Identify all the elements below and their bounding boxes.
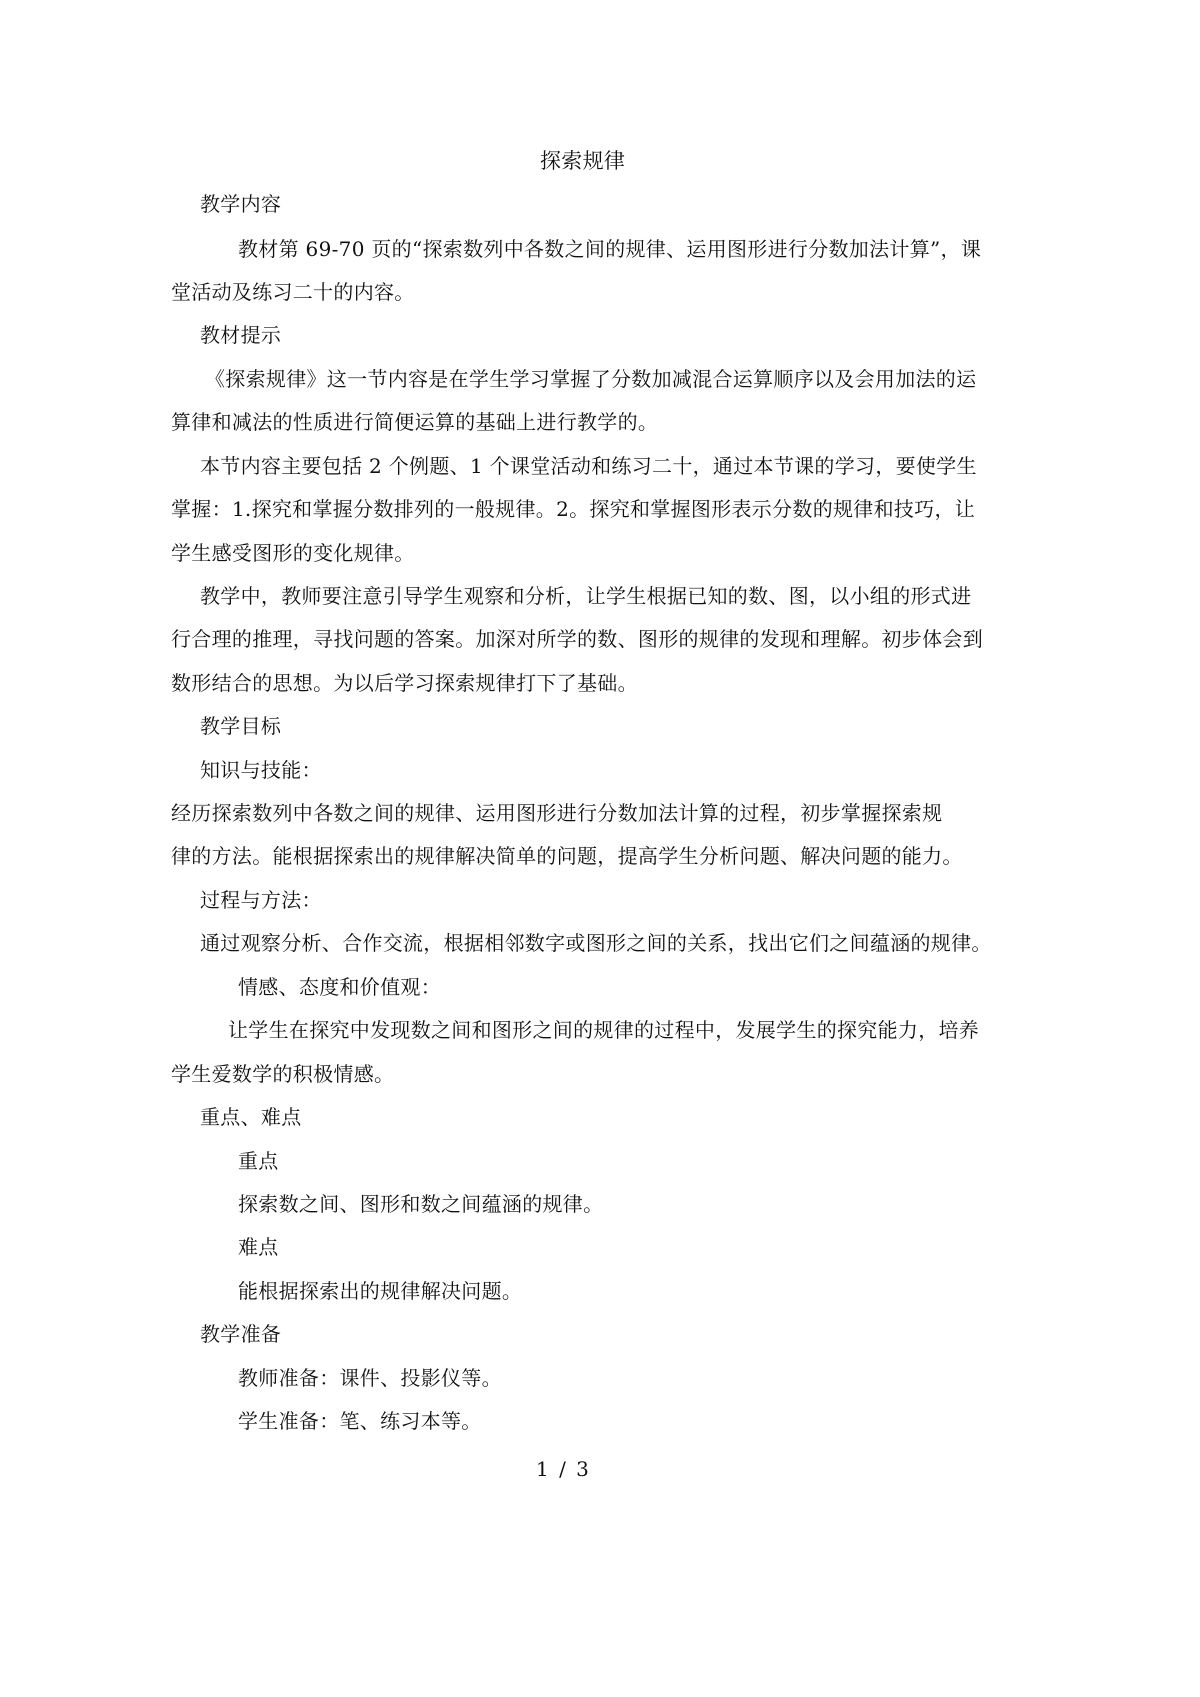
- goal-heading: 教学目标: [200, 714, 282, 738]
- process-line-1: 通过观察分析、合作交流，根据相邻数字或图形之间的关系，找出它们之间蕴涵的规律。: [200, 931, 992, 955]
- hint-p2-line-2: 掌握：1.探究和掌握分数排列的一般规律。2。探究和掌握图形表示分数的规律和技巧，让: [171, 497, 976, 521]
- hint-heading: 教材提示: [200, 323, 282, 347]
- hint-p1-line-2: 算律和减法的性质进行简便运算的基础上进行教学的。: [171, 410, 659, 434]
- difficult-point-text: 能根据探索出的规律解决问题。: [238, 1279, 523, 1303]
- emotion-heading: 情感、态度和价值观：: [238, 975, 441, 999]
- page-indicator: 1 / 3: [536, 1457, 591, 1481]
- process-heading: 过程与方法：: [200, 888, 322, 912]
- page-title: 探索规律: [540, 149, 626, 173]
- emotion-line-1: 让学生在探究中发现数之间和图形之间的规律的过程中，发展学生的探究能力，培养: [228, 1018, 980, 1042]
- content-line-2: 堂活动及练习二十的内容。: [171, 280, 415, 304]
- emotion-line-2: 学生爱数学的积极情感。: [171, 1062, 395, 1086]
- knowledge-line-1: 经历探索数列中各数之间的规律、运用图形进行分数加法计算的过程，初步掌握探索规: [171, 801, 943, 825]
- hint-p3-line-1: 教学中，教师要注意引导学生观察和分析，让学生根据已知的数、图，以小组的形式进: [200, 584, 972, 608]
- content-heading: 教学内容: [200, 192, 282, 216]
- prep-teacher: 教师准备：课件、投影仪等。: [238, 1366, 502, 1390]
- difficult-point-subheading: 难点: [238, 1235, 279, 1259]
- prep-student: 学生准备：笔、练习本等。: [238, 1409, 482, 1433]
- key-point-subheading: 重点: [238, 1149, 279, 1173]
- knowledge-line-2: 律的方法。能根据探索出的规律解决简单的问题，提高学生分析问题、解决问题的能力。: [171, 844, 963, 868]
- hint-p2-line-3: 学生感受图形的变化规律。: [171, 541, 415, 565]
- hint-p2-line-1: 本节内容主要包括 2 个例题、1 个课堂活动和练习二十，通过本节课的学习，要使学生: [200, 454, 977, 478]
- key-point-text: 探索数之间、图形和数之间蕴涵的规律。: [238, 1192, 604, 1216]
- hint-p1-line-1: 《探索规律》这一节内容是在学生学习掌握了分数加减混合运算顺序以及会用加法的运: [205, 367, 977, 391]
- hint-p3-line-2: 行合理的推理，寻找问题的答案。加深对所学的数、图形的规律的发现和理解。初步体会到: [171, 627, 983, 651]
- content-line-1: 教材第 69-70 页的“探索数列中各数之间的规律、运用图形进行分数加法计算”，课: [238, 237, 982, 261]
- key-points-heading: 重点、难点: [200, 1105, 302, 1129]
- prep-heading: 教学准备: [200, 1322, 282, 1346]
- hint-p3-line-3: 数形结合的思想。为以后学习探索规律打下了基础。: [171, 671, 638, 695]
- knowledge-heading: 知识与技能：: [200, 758, 322, 782]
